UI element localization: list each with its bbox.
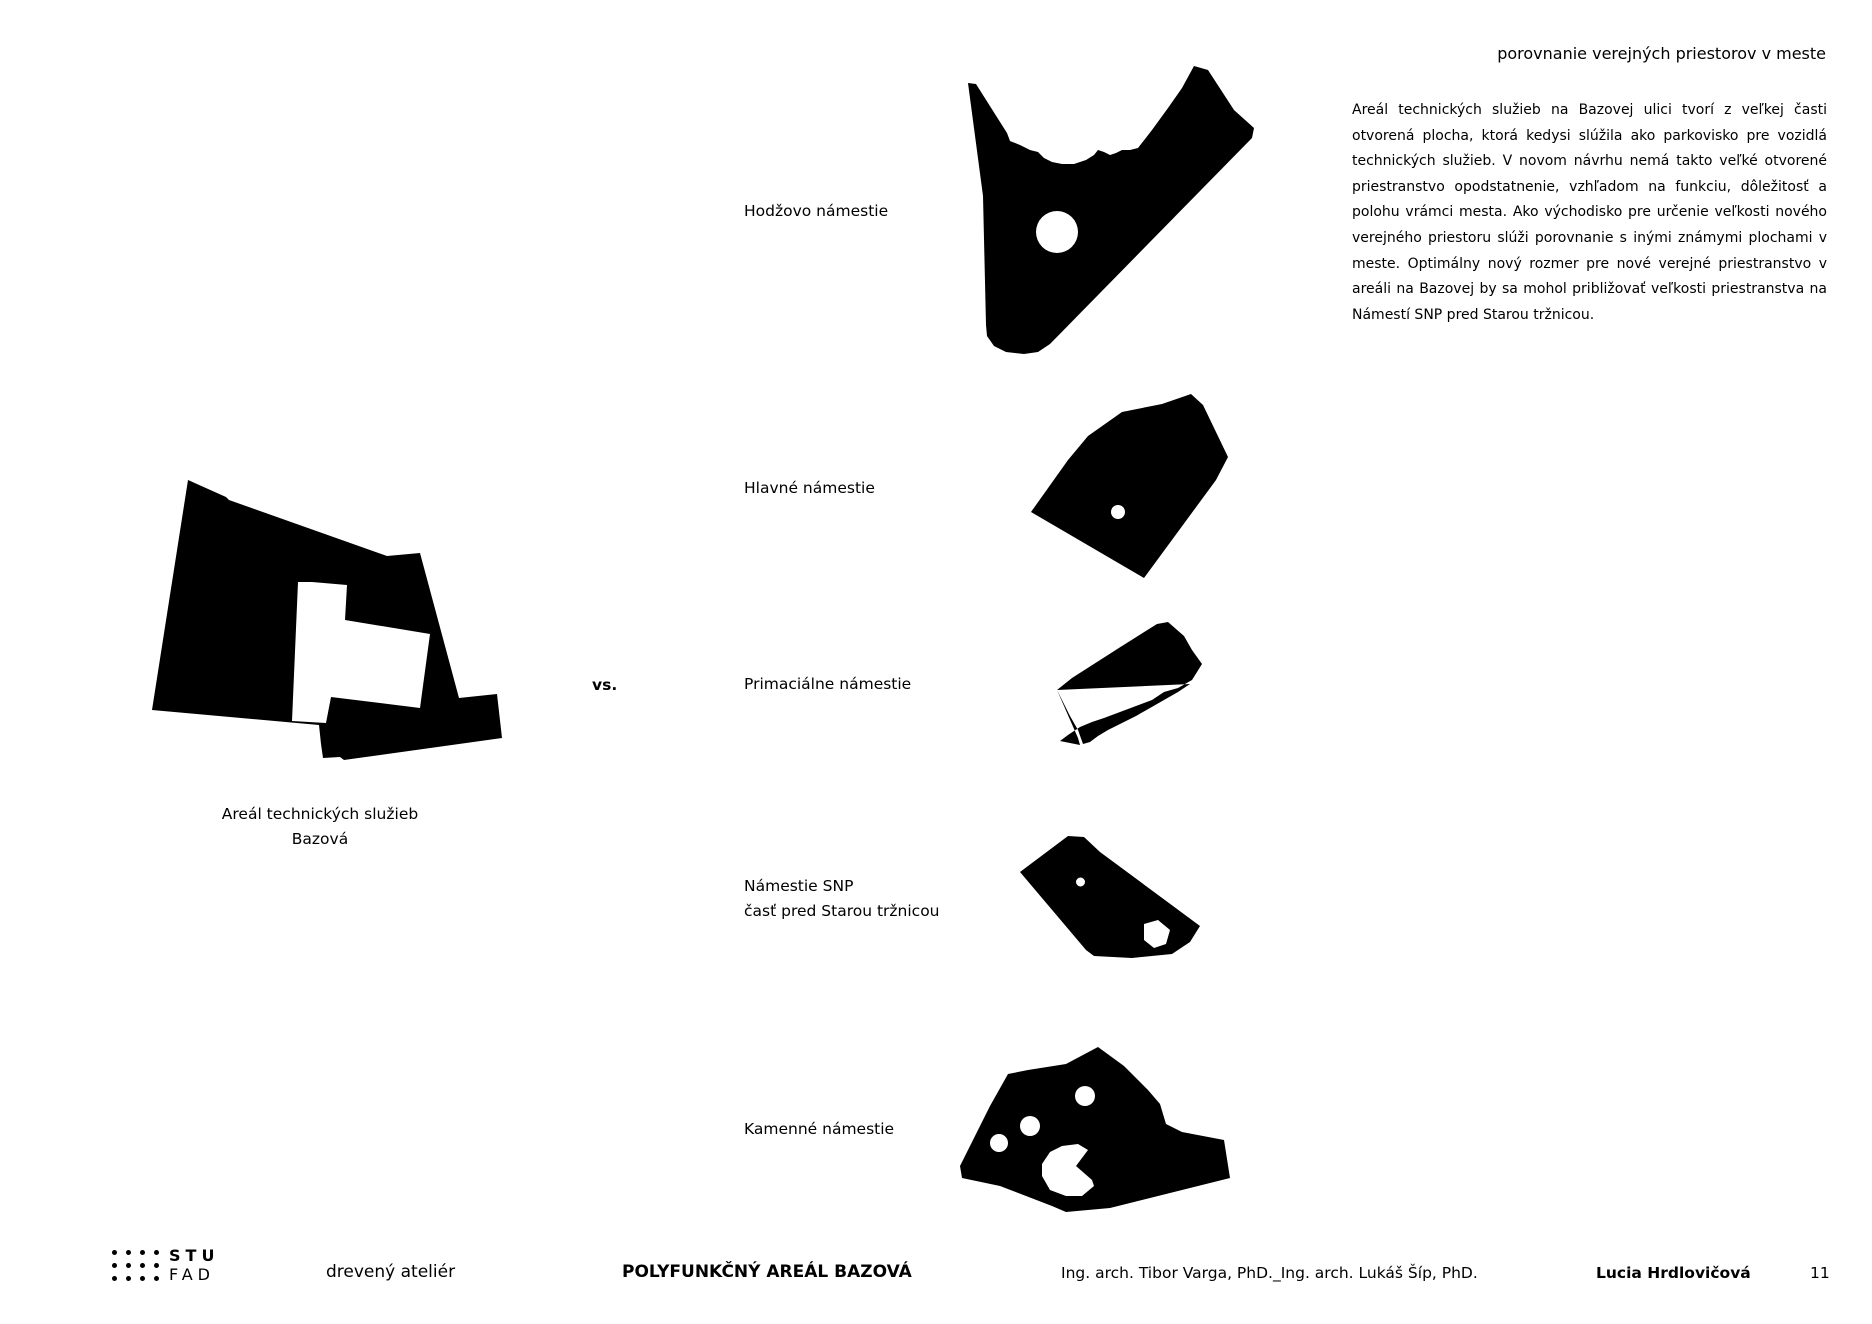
logo-text-top: STU <box>169 1246 220 1265</box>
hodzovo-shape <box>968 66 1254 354</box>
hodzovo-label: Hodžovo námestie <box>744 202 889 220</box>
namestie-snp-label-line2: časť pred Starou tržnicou <box>744 902 940 920</box>
namestie-snp-label-line1: Námestie SNP <box>744 877 854 895</box>
bazova-site-label-line1: Areál technických služieb <box>221 805 419 823</box>
logo-text <box>169 1246 219 1284</box>
intro-paragraph: Areál technických služieb na Bazovej ulici tvorí z veľkej časti otvorená plocha, ktorá kedysi slúžila ako parkovisko pre vozidlá technických služieb. V novom návrhu nemá takto veľké otvorené priestranstvo opodstatnenie, vzhľadom na funkciu, dôležitosť a polohu vrámci mesta. Ako východisko pre určenie veľkosti nového verejného priestoru slúži porovnanie s inými známymi plochami v meste. Optimálny nový rozmer pre nové verejné priestranstvo v areáli na Bazovej by sa mohol približovať veľkosti priestranstva na Námestí SNP pred Starou tržnicou. <box>1352 102 1827 323</box>
hlavne-shape <box>1031 394 1228 578</box>
primacialne-shape <box>1057 622 1202 745</box>
footer-project-title: POLYFUNKČNÝ AREÁL BAZOVÁ <box>622 1262 912 1282</box>
bazova-site-label-line2: Bazová <box>291 830 349 848</box>
logo-text-bottom: FAD <box>169 1265 215 1284</box>
footer-supervisors: Ing. arch. Tibor Varga, PhD._Ing. arch. Lukáš Šíp, PhD. <box>1061 1264 1478 1282</box>
footer-studio: drevený ateliér <box>326 1262 456 1282</box>
hlavne-label: Hlavné námestie <box>744 479 875 497</box>
kamenne-label: Kamenné námestie <box>744 1120 895 1138</box>
page-heading: porovnanie verejných priestorov v meste <box>1497 44 1826 63</box>
namestie-snp-shape <box>1020 836 1200 958</box>
kamenne-shape <box>960 1047 1230 1212</box>
footer-page-number: 11 <box>1810 1264 1830 1282</box>
logo-dots <box>112 1250 160 1281</box>
primacialne-label: Primaciálne námestie <box>744 675 912 693</box>
vs-label: vs. <box>592 676 618 694</box>
stu-fad-logo <box>112 1246 219 1284</box>
footer-author: Lucia Hrdlovičová <box>1596 1264 1751 1282</box>
